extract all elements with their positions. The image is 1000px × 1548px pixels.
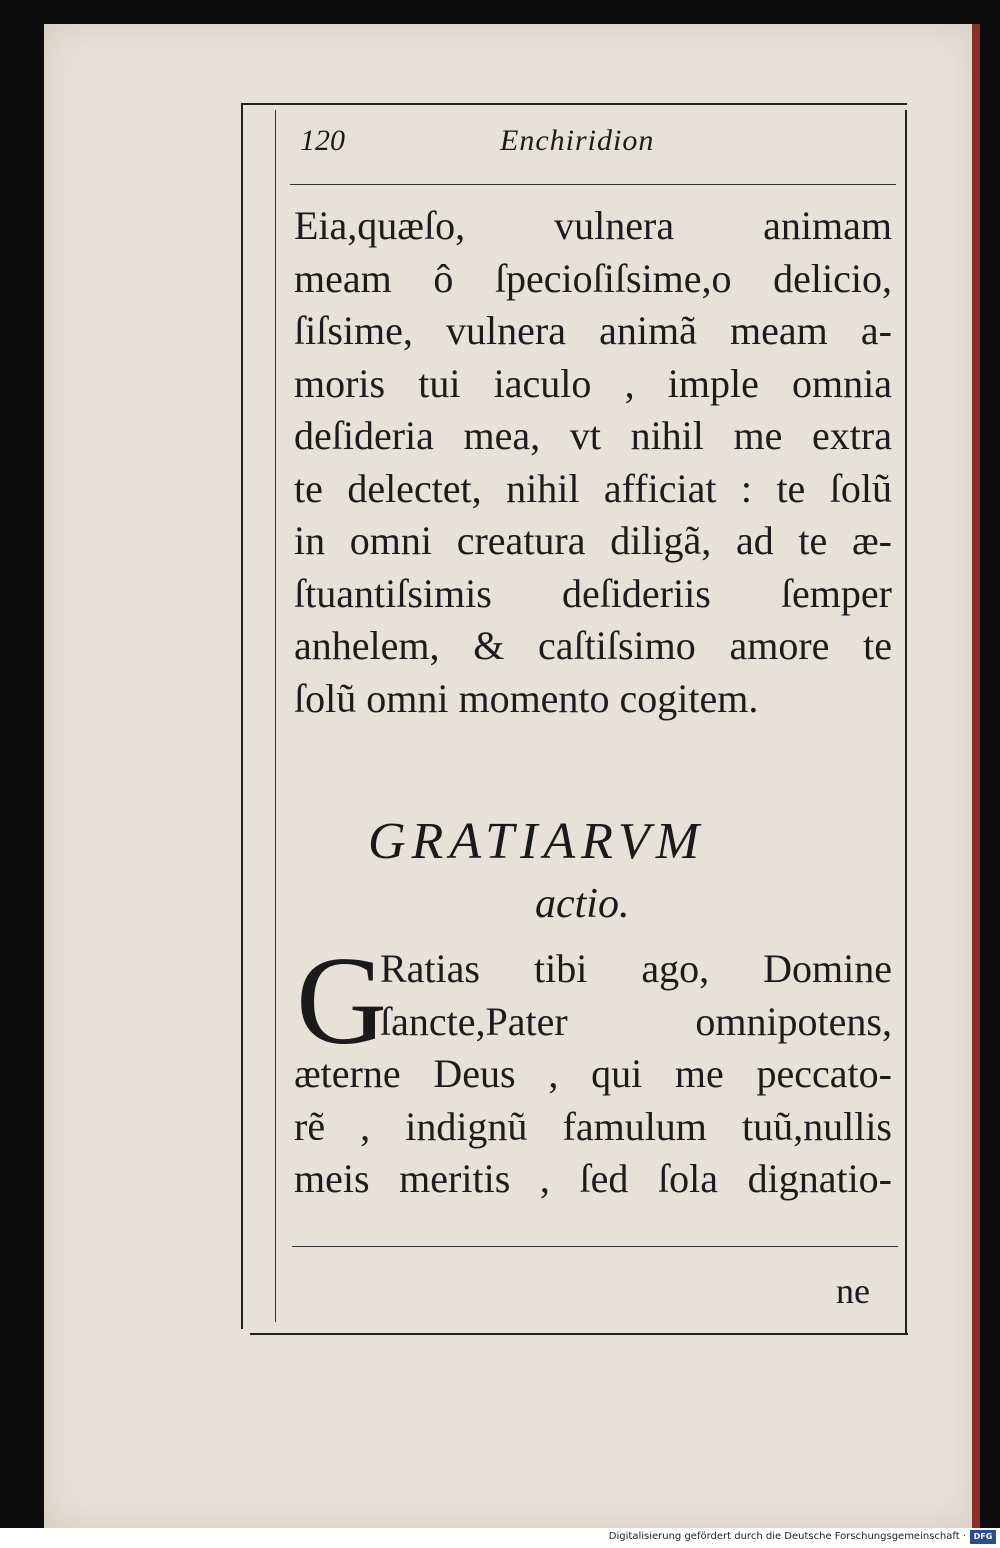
- text-line: ſolũ omni momento cogitem.: [294, 675, 759, 721]
- text-line: meam ô ſpecioſiſsime,o delicio,: [294, 255, 892, 301]
- page-number: 120: [300, 124, 345, 157]
- running-head: [300, 124, 890, 164]
- dfg-logo: DFG: [970, 1530, 996, 1544]
- text-line: anhelem, & caſtiſsimo amore te: [294, 623, 892, 668]
- running-title: Enchiridion: [500, 124, 655, 157]
- section-heading: GRATIARVM: [368, 813, 706, 870]
- header-rule: [290, 184, 896, 185]
- footer-bar: [0, 1528, 1000, 1548]
- text-line: rẽ , indignũ famulum tuũ,nullis: [294, 1103, 892, 1149]
- text-line: in omni creatura diligã, ad te æ-: [294, 518, 892, 563]
- text-line: ſiſsime, vulnera animã meam a-: [294, 308, 892, 353]
- paragraph-2: [294, 932, 892, 1205]
- footer-rule: [292, 1246, 898, 1247]
- text-line: ſtuantiſsimis deſideriis ſemper: [294, 570, 892, 616]
- frame-rule-right: [905, 110, 907, 1334]
- text-line: meis meritis , ſed ſola dignatio-: [294, 1156, 892, 1201]
- frame-rule-left-inner: [275, 110, 276, 1322]
- drop-cap: G: [296, 932, 387, 1071]
- catchword: ne: [836, 1271, 870, 1311]
- section-subheading: actio.: [535, 881, 630, 927]
- text-line: ſancte,Pater omnipotens,: [380, 998, 892, 1044]
- text-line: Ratias tibi ago, Domine: [380, 946, 892, 991]
- digitization-credit: Digitalisierung gefördert durch die Deutsche Forschungsgemeinschaft ·: [608, 1531, 966, 1542]
- text-line: te delectet, nihil afficiat : te ſolũ: [294, 465, 892, 511]
- frame-rule-top: [241, 103, 907, 105]
- frame-rule-bottom: [250, 1333, 908, 1335]
- page-edge: [972, 24, 980, 1528]
- text-line: moris tui iaculo , imple omnia: [294, 360, 892, 406]
- text-line: deſideria mea, vt nihil me extra: [294, 413, 892, 458]
- frame-rule-left-outer: [241, 103, 243, 1329]
- text-line: Eia,quæſo, vulnera animam: [294, 203, 892, 248]
- paragraph-1: [294, 200, 892, 725]
- text-line: æterne Deus , qui me peccato-: [294, 1051, 892, 1096]
